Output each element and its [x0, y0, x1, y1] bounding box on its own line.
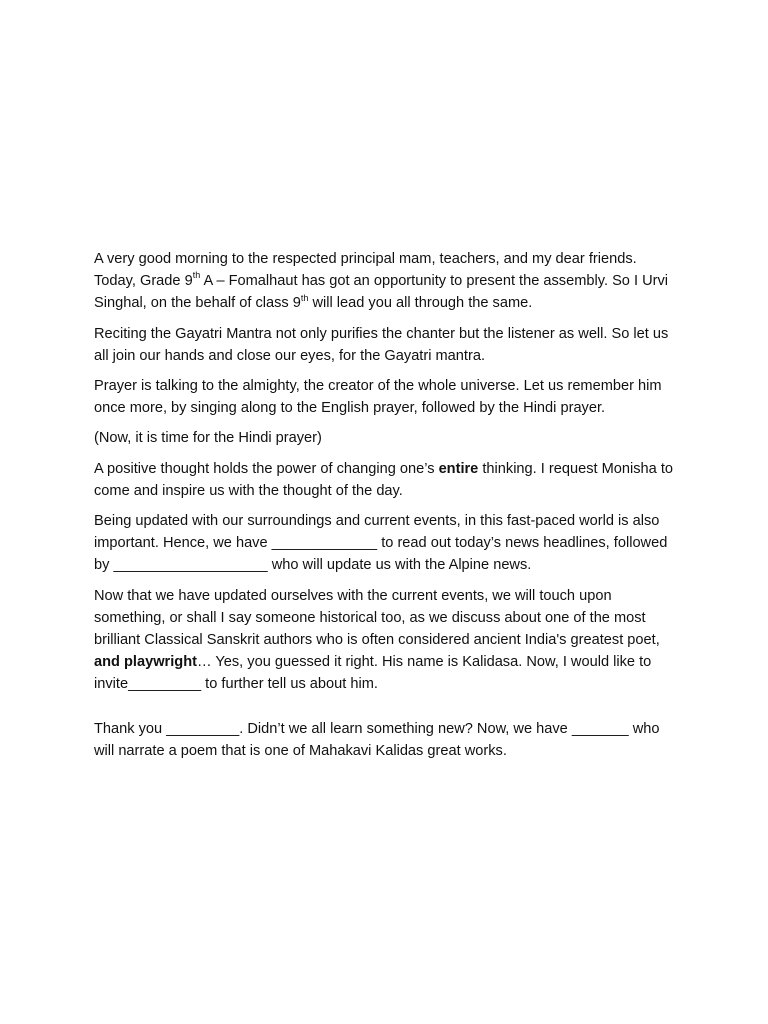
thought-text-1: A positive thought holds the power of changing one’s [94, 460, 439, 477]
ordinal-suffix: th [300, 292, 309, 303]
kalidasa-text-2: … Yes, you guessed it right. His name is Kalidasa. Now, I would like to invite_________ to further tell us about him. [94, 654, 652, 693]
document-body [94, 248, 676, 770]
paragraph-greeting [94, 248, 676, 315]
paragraph-gayatri-mantra: Reciting the Gayatri Mantra not only purifies the chanter but the listener as well. So let us all join our hands and close our eyes, for the Gayatri mantra. [94, 325, 669, 364]
paragraph-hindi-prayer: (Now, it is time for the Hindi prayer) [94, 430, 322, 447]
paragraph-kalidasa [94, 585, 676, 696]
kalidasa-text-1: Now that we have updated ourselves with the current events, we will touch upon something, or shall I say someone historical too, as we discuss about one of the most brilliant Classical Sanskrit authors who is often considered ancient India's greatest poet, [94, 587, 660, 649]
thought-text-2: thinking. I request Monisha to come and inspire us with the thought of the day. [94, 460, 674, 499]
ordinal-suffix: th [192, 270, 201, 281]
paragraph-thank-you: Thank you _________. Didn’t we all learn something new? Now, we have _______ who will narrate a poem that is one of Mahakavi Kalidas great works. [94, 720, 660, 759]
greeting-text-3: will lead you all through the same. [308, 295, 533, 312]
greeting-text-1: A very good morning to the respected principal mam, teachers, and my dear friends. Today, Grade 9 [94, 251, 637, 290]
bold-word-entire: entire [438, 460, 479, 477]
paragraph-news: Being updated with our surroundings and current events, in this fast-paced world is also important. Hence, we have _____________ to read out today’s news headlines, followed by ___________________ who will update us with the Alpine news. [94, 513, 668, 574]
greeting-text-2: A – Fomalhaut has got an opportunity to present the assembly. So I Urvi Singhal, on the behalf of class 9 [94, 273, 669, 312]
bold-phrase-playwright: and playwright [94, 654, 197, 671]
paragraph-thought-of-day [94, 458, 676, 502]
paragraph-prayer: Prayer is talking to the almighty, the creator of the whole universe. Let us remember him once more, by singing along to the English prayer, followed by the Hindi prayer. [94, 378, 662, 417]
